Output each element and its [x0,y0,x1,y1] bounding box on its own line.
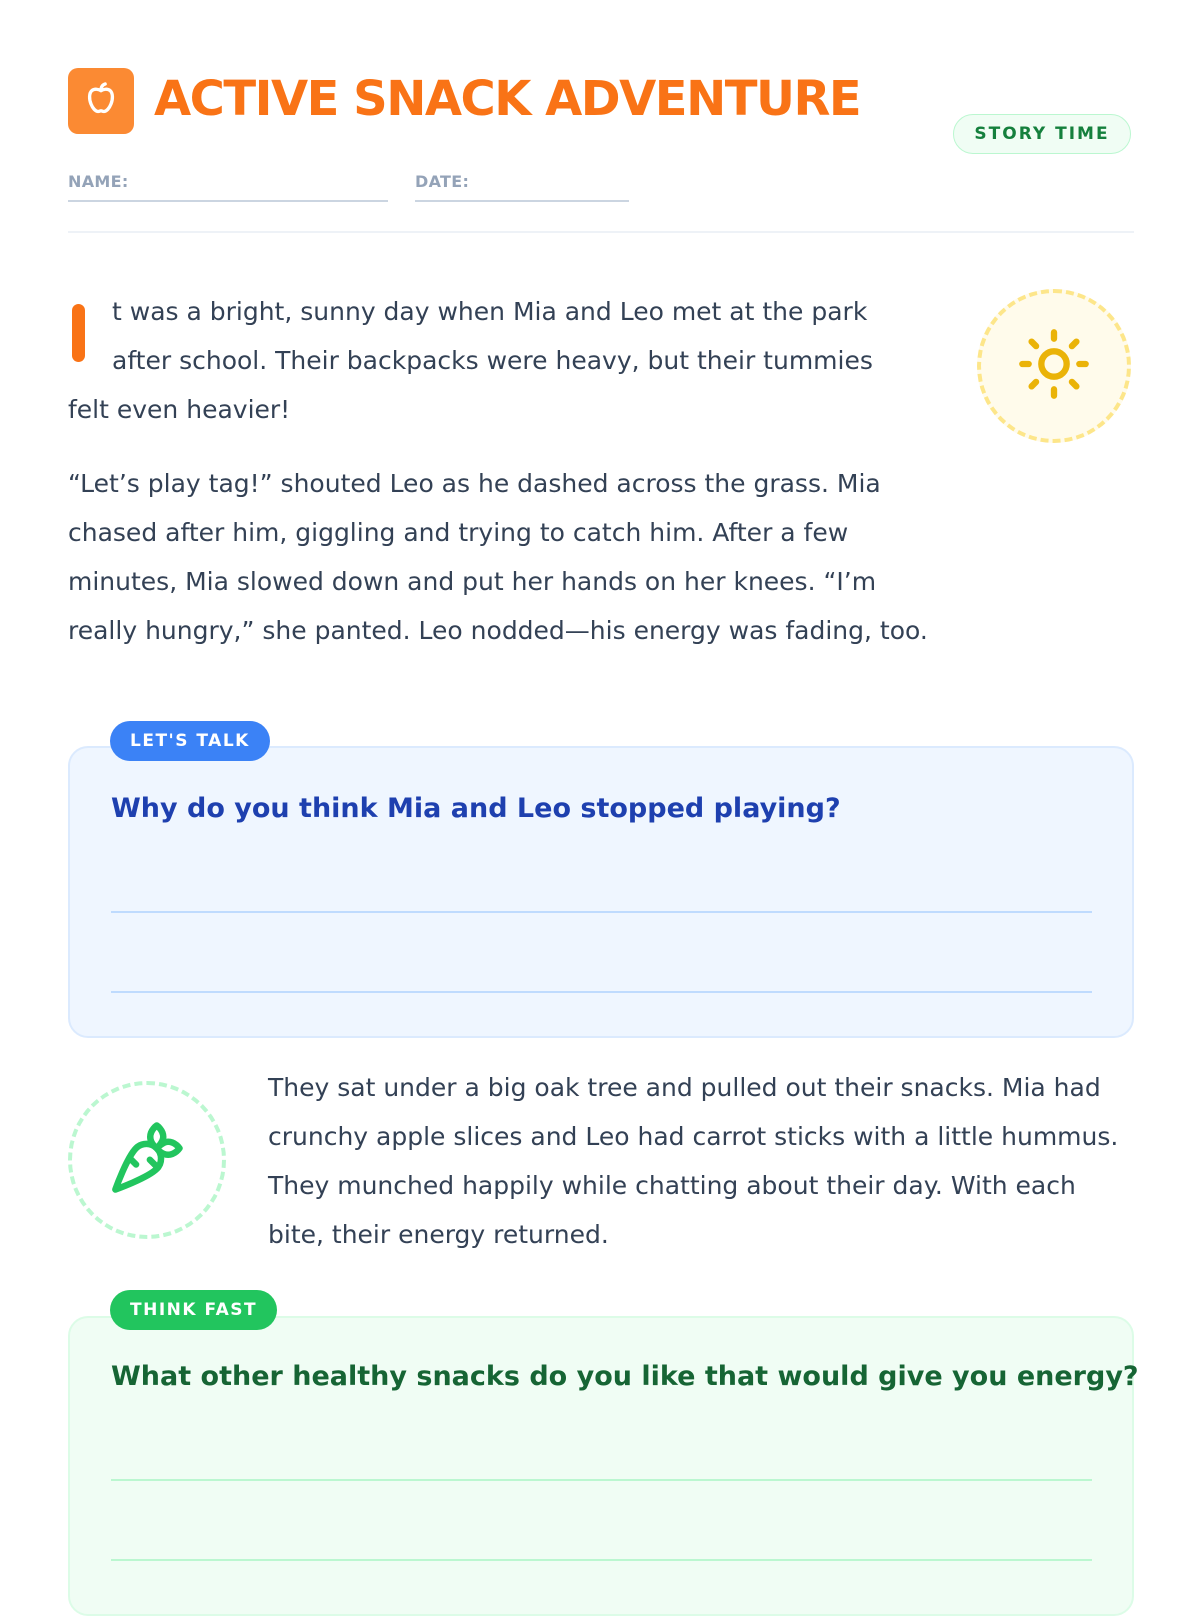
apple-icon [81,79,121,123]
sun-illustration [977,289,1131,443]
date-field[interactable] [415,200,629,202]
sun-icon [1016,326,1092,406]
lets-talk-question: Why do you think Mia and Leo stopped playing? [111,793,841,824]
think-fast-question: What other healthy snacks do you like that would give you energy? [111,1361,1139,1392]
page-title: ACTIVE SNACK ADVENTURE [154,71,861,127]
answer-line[interactable] [111,1479,1092,1481]
logo [68,68,134,134]
carrot-icon [108,1119,186,1201]
date-label: DATE: [415,172,470,191]
name-label: NAME: [68,172,129,191]
header-divider [68,231,1134,233]
story-line: t was a bright, sunny day when Mia and Leo met at the park [112,297,868,326]
story-line: felt even heavier! [68,395,291,424]
story-time-badge: STORY TIME [953,114,1131,154]
think-fast-tag: THINK FAST [110,1290,277,1330]
answer-line[interactable] [111,1559,1092,1561]
answer-line[interactable] [111,911,1092,913]
story-paragraph: They sat under a big oak tree and pulled out their snacks. Mia had crunchy apple slices and Leo had carrot sticks with a little hummus. They munched happily while chatting about their day. With each bite, their energy returned. [268,1073,1119,1249]
story-line: after school. Their backpacks were heavy, but their tummies [112,346,873,375]
carrot-illustration [68,1081,226,1239]
story-paragraph: “Let’s play tag!” shouted Leo as he dashed across the grass. Mia chased after him, giggling and trying to catch him. After a few minutes, Mia slowed down and put her hands on her knees. “I’m really hungry,” she panted. Leo nodded—his energy was fading, too. [68,469,928,645]
drop-cap [72,304,85,362]
lets-talk-card [68,746,1134,1038]
name-field[interactable] [68,200,388,202]
lets-talk-tag: LET'S TALK [110,721,270,761]
answer-line[interactable] [111,991,1092,993]
